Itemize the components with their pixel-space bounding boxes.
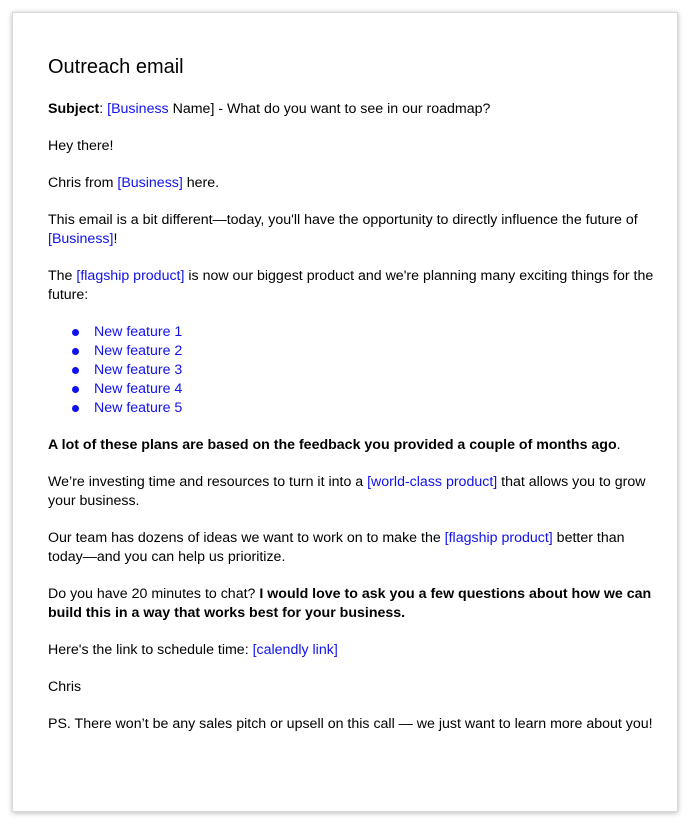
list-item: New feature 3 bbox=[70, 361, 660, 380]
signature: Chris bbox=[48, 679, 82, 695]
feedback-period: . bbox=[616, 437, 621, 453]
postscript: PS. There won’t be any sales pitch or upsell on this call — we just want to learn more about you! bbox=[48, 716, 653, 732]
calendly-placeholder: [calendly link] bbox=[252, 642, 338, 658]
intro-paragraph bbox=[48, 174, 660, 193]
list-item: New feature 4 bbox=[70, 380, 660, 399]
page-title: Outreach email bbox=[48, 56, 184, 78]
intro-text: Chris from bbox=[48, 175, 118, 191]
feedback-bold-text: A lot of these plans are based on the feedback you provided a couple of months ago bbox=[48, 437, 617, 453]
different-paragraph bbox=[48, 211, 660, 249]
flagship-paragraph bbox=[48, 267, 660, 305]
subject-placeholder: [Business bbox=[107, 101, 169, 117]
flagship-placeholder: [flagship product] bbox=[444, 530, 553, 546]
chat-bold-text: I would love to ask you a few questions about how we can build this in a way that works best for your business. bbox=[48, 586, 652, 621]
feedback-paragraph bbox=[48, 436, 660, 455]
subject-text: Name] - What do you want to see in our roadmap? bbox=[168, 101, 491, 117]
document-content bbox=[48, 55, 660, 752]
subject-line bbox=[48, 100, 660, 119]
chat-paragraph bbox=[48, 585, 660, 623]
schedule-text: Here's the link to schedule time: bbox=[48, 642, 253, 658]
investing-text-end: that allows you to grow your business. bbox=[48, 474, 646, 509]
product-placeholder: [world-class product] bbox=[367, 474, 498, 490]
list-item: New feature 5 bbox=[70, 399, 660, 418]
flagship-placeholder: [flagship product] bbox=[76, 268, 185, 284]
different-text-end: ! bbox=[113, 231, 118, 247]
investing-text: We’re investing time and resources to turn it into a bbox=[48, 474, 368, 490]
flagship-text: The bbox=[48, 268, 77, 284]
flagship-text-end: is now our biggest product and we're planning many exciting things for the future: bbox=[48, 268, 654, 303]
business-placeholder: [Business] bbox=[48, 231, 114, 247]
chat-text: Do you have 20 minutes to chat? bbox=[48, 586, 260, 602]
business-placeholder: [Business] bbox=[117, 175, 183, 191]
greeting: Hey there! bbox=[48, 138, 114, 154]
feature-list bbox=[70, 323, 660, 418]
list-item: New feature 2 bbox=[70, 342, 660, 361]
ideas-text-end: better than today—and you can help us prioritize. bbox=[48, 530, 625, 565]
ideas-paragraph bbox=[48, 529, 660, 567]
subject-label: Subject bbox=[48, 101, 100, 117]
investing-paragraph bbox=[48, 473, 660, 511]
subject-separator: : bbox=[99, 101, 108, 117]
different-text: This email is a bit different—today, you'll have the opportunity to directly influence the future of bbox=[48, 212, 638, 228]
document-page bbox=[12, 12, 678, 812]
list-item: New feature 1 bbox=[70, 323, 660, 342]
intro-text-end: here. bbox=[182, 175, 220, 191]
ideas-text: Our team has dozens of ideas we want to work on to make the bbox=[48, 530, 445, 546]
schedule-paragraph bbox=[48, 641, 660, 660]
